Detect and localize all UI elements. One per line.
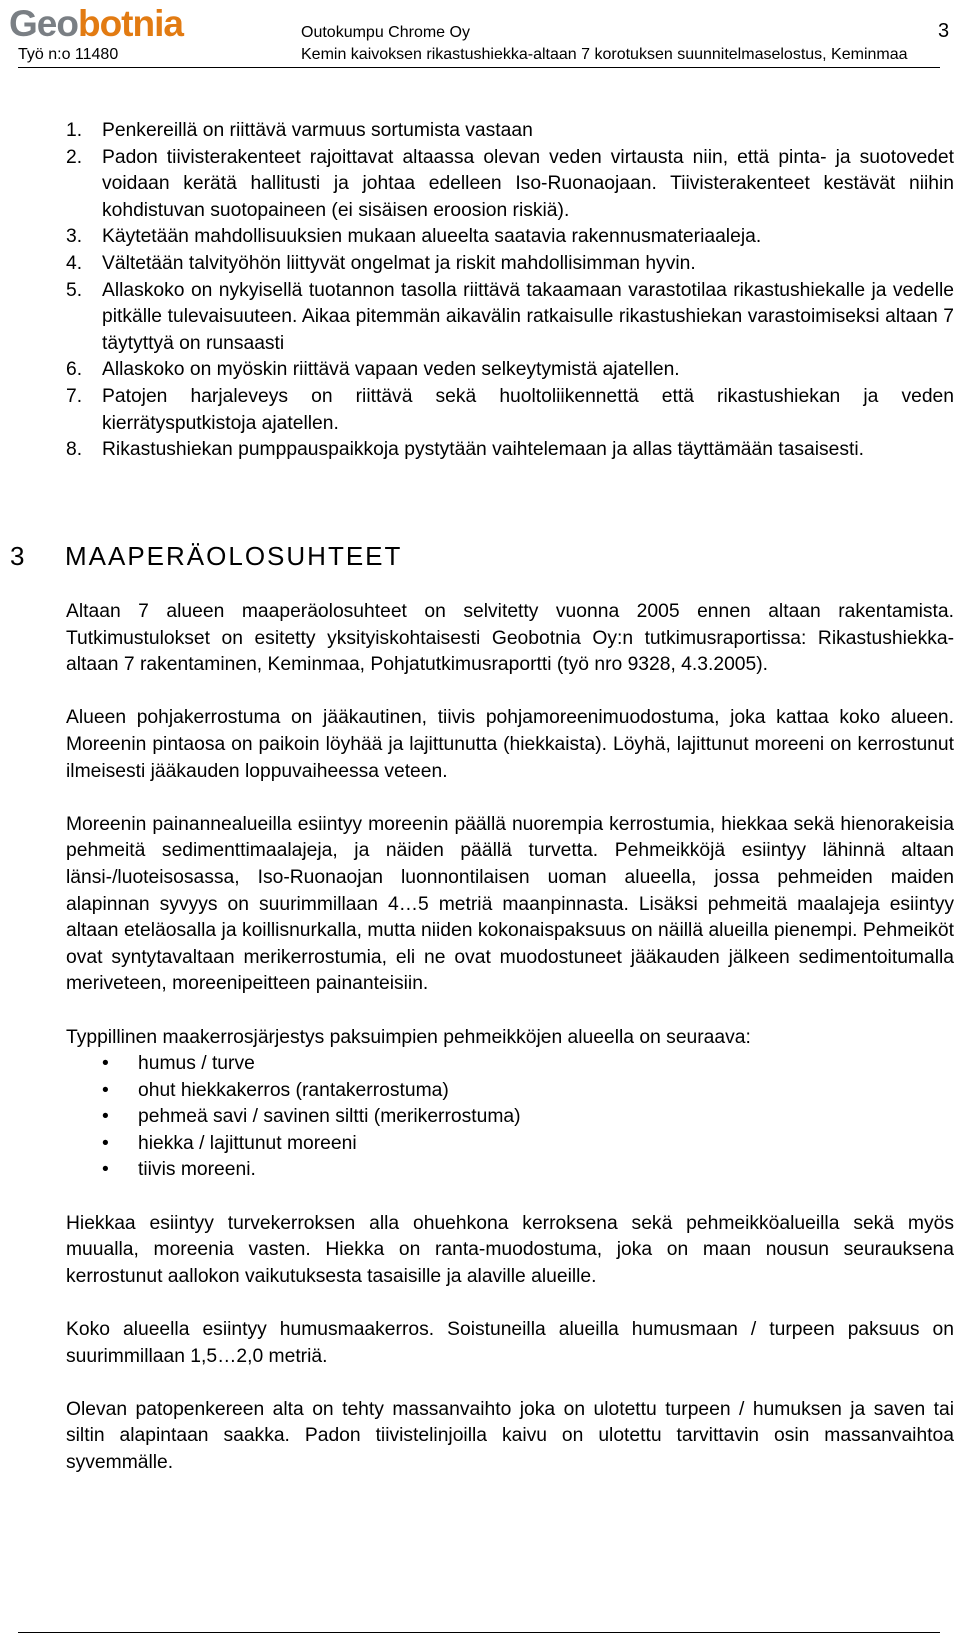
paragraph-mass-replacement: Olevan patopenkereen alta on tehty massanvaihto joka on ulotettu turpeen / humuksen ja saven tai siltin alapintaan saakka. Padon tiivistelinjoilla kaivu on ulotettu tarvittavin osin massanvaihtoa syvemmälle. <box>66 1398 954 1473</box>
requirements-list-block <box>66 118 954 464</box>
list-item-text: Padon tiivisterakenteet rajoittavat altaassa olevan veden virtausta niin, että pinta- ja suotovedet voidaan kerätä hallitusti ja johtaa edelleen Iso-Ruonaojaan. Tiivisterakenteet kestävät niihin kohdistuvan suotopaineen (ei sisäisen eroosion riskiä). <box>102 146 954 221</box>
list-item-text: Patojen harjaleveys on riittävä sekä huoltoliikennettä että rikastushiekan ja veden kierrätysputkistoja ajatellen. <box>102 385 954 434</box>
layer-list-item: • hiekka / lajittunut moreeni <box>66 1131 954 1158</box>
work-number: Työ n:o 11480 <box>18 46 119 63</box>
list-item <box>66 145 954 225</box>
logo-part-geo: Geo <box>9 3 78 44</box>
list-item-number: 1. <box>66 120 83 141</box>
layer-list-item: • pehmeä savi / savinen siltti (merikerrostuma) <box>66 1104 954 1131</box>
paragraph-humus: Koko alueella esiintyy humusmaakerros. Soistuneilla alueilla humusmaan / turpeen paksuus on suurimmillaan 1,5…2,0 metriä. <box>66 1319 954 1367</box>
list-item-number: 4. <box>66 252 83 274</box>
list-item-number: 3. <box>66 226 83 248</box>
list-item-number: 7. <box>66 385 83 407</box>
list-item-number: 8. <box>66 439 83 461</box>
list-item <box>66 278 954 358</box>
layer-list-item: • tiivis moreeni. <box>66 1157 954 1184</box>
section-number: 3 <box>10 541 27 571</box>
list-item-number: 6. <box>66 359 83 381</box>
paragraph-survey: Altaan 7 alueen maaperäolosuhteet on selvitetty vuonna 2005 ennen altaan rakentamista. Tutkimustulokset on esitetty yksityiskohtaisesti Geobotnia Oy:n tutkimusraportissa: Rikastushiekka-altaan 7 rakentaminen, Keminmaa, Pohjatutkimusraportti (työ nro 9328, 4.3.2005). <box>66 601 954 676</box>
logo-part-botnia: botnia <box>77 3 183 44</box>
list-item-text: Rikastushiekan pumppauspaikkoja pystytään vaihtelemaan ja allas täyttämään tasaisesti. <box>102 439 865 461</box>
list-item-number: 5. <box>66 279 83 301</box>
list-item-text: Käytetään mahdollisuuksien mukaan alueelta saatavia rakennusmateriaaleja. <box>102 226 762 248</box>
paragraph-soft-soils: Moreenin painannealueilla esiintyy moreenin päällä nuorempia kerrostumia, hiekkaa sekä hienorakeisia pehmeitä sedimenttimaalajeja, ja näiden päällä turvetta. Pehmeikköjä esiintyy lähinnä altaan länsi-/luoteisosassa, Iso-Ruonaojan luonnontilaisen uoman alueella, jossa pehmeiden maiden alapinnan syvyys on suurimmillaan 4…5 metriä maanpinnasta. Lisäksi pehmeitä maalajeja esiintyy altaan eteläosalla ja koillisnurkalla, mutta niiden kokonaispaksuus on näillä alueilla pienempi. Pehmeiköt ovat syntytavaltaan merikerrostumia, eli ne ovat muodostuneet jääkauden jälkeen sedimentoitumalla meriveteen, moreenipeitteen painanteisiin. <box>66 813 954 995</box>
list-item-number: 2. <box>66 146 83 168</box>
list-item-text: Penkereillä on riittävä varmuus sortumista vastaan <box>102 120 533 141</box>
list-item <box>66 357 954 384</box>
footer-divider <box>18 1632 940 1633</box>
list-item-text: Allaskoko on myöskin riittävä vapaan veden selkeytymistä ajatellen. <box>102 359 680 381</box>
company-name: Outokumpu Chrome Oy <box>301 24 470 41</box>
list-item <box>66 251 954 278</box>
section-title: MAAPERÄOLOSUHTEET <box>65 541 403 571</box>
paragraph-base-layer: Alueen pohjakerrostuma on jääkautinen, tiivis pohjamoreenimuodostuma, joka kattaa koko alueen. Moreenin pintaosa on paikoin löyhää ja lajittunutta (hiekkaista). Löyhä, lajittunut moreeni on kerrostunut ilmeisesti jääkauden loppuvaiheessa veteen. <box>66 707 954 782</box>
section-heading <box>10 541 402 572</box>
header-divider <box>18 67 940 68</box>
list-item <box>66 118 954 145</box>
document-title: Kemin kaivoksen rikastushiekka-altaan 7 korotuksen suunnitelmaselostus, Keminmaa <box>301 46 908 63</box>
list-item <box>66 384 954 437</box>
page-number: 3 <box>938 20 950 42</box>
layer-list-item: • humus / turve <box>66 1051 954 1078</box>
list-item-text: Vältetään talvityöhön liittyvät ongelmat ja riskit mahdollisimman hyvin. <box>102 252 696 274</box>
requirements-list <box>66 118 954 464</box>
layer-list <box>66 1051 954 1184</box>
section-body <box>66 599 954 1477</box>
list-item <box>66 437 954 464</box>
geobotnia-logo <box>9 4 183 44</box>
list-item-text: Allaskoko on nykyisellä tuotannon tasolla riittävä takaamaan varastotilaa rikastushiekalle ja vedelle pitkälle tulevaisuuteen. Aikaa pitemmän aikavälin ratkaisulle rikastushiekan varastoimiseksi altaan 7 täytyttyä on runsaasti <box>102 279 954 354</box>
list-item <box>66 224 954 251</box>
paragraph-sand: Hiekkaa esiintyy turvekerroksen alla ohuehkona kerroksena sekä pehmeikköalueilla sekä myös muualla, moreenia vasten. Hiekka on ranta-muodostuma, joka on maan nousun seurauksena kerrostunut aallokon vaikutuksesta tasaisille ja alaville alueille. <box>66 1212 954 1287</box>
layer-list-item: • ohut hiekkakerros (rantakerrostuma) <box>66 1078 954 1105</box>
page-header <box>0 0 960 72</box>
paragraph-layer-intro: Typpillinen maakerrosjärjestys paksuimpien pehmeikköjen alueella on seuraava: <box>66 1026 751 1048</box>
